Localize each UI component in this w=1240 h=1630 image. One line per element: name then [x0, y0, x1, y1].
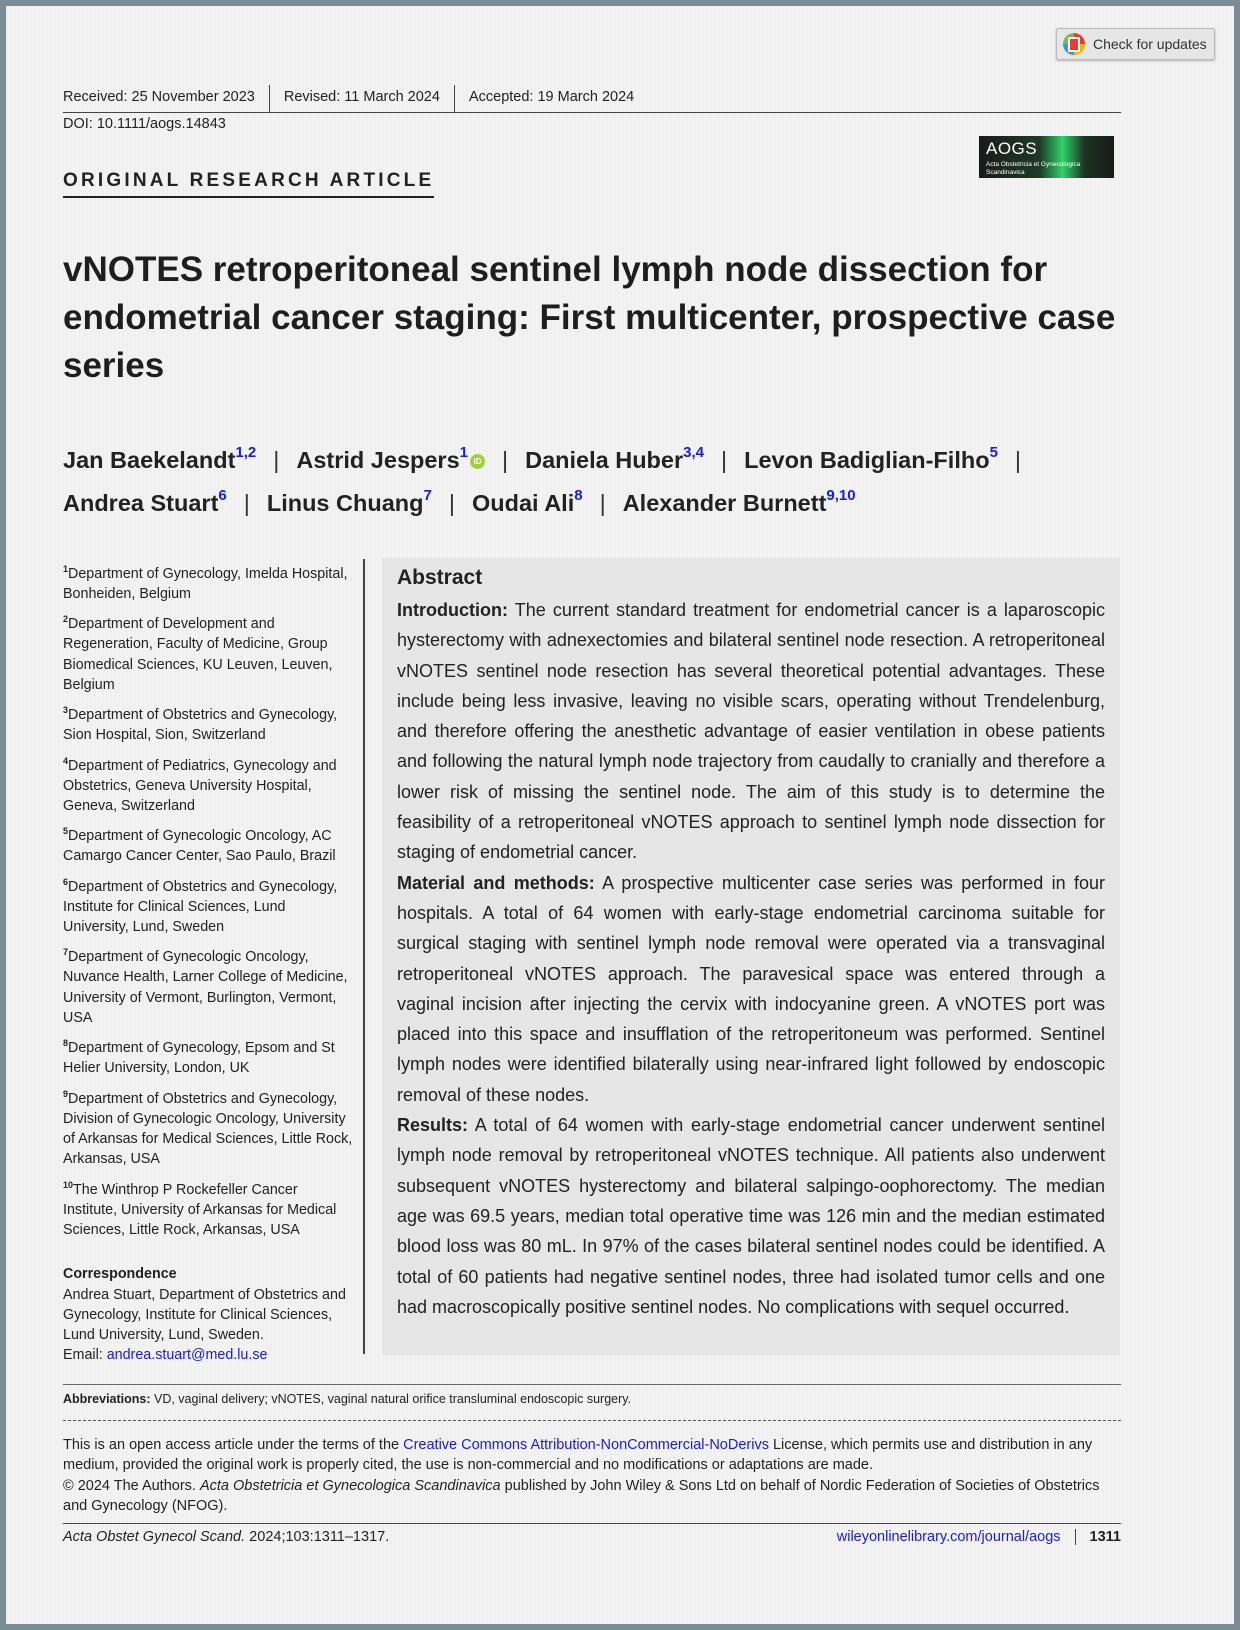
check-for-updates-label: Check for updates	[1093, 36, 1207, 52]
correspondence-text: Andrea Stuart, Department of Obstetrics and Gynecology, Institute for Clinical Sciences, Lund University, Lund, Sweden.	[63, 1286, 346, 1344]
affiliation: $^3$Department of Obstetrics and Gynecology, Sion Hospital, Sion, Switzerland	[63, 705, 338, 744]
correspondence	[63, 1264, 353, 1365]
abstract-box	[382, 558, 1120, 1355]
license-notice: This is an open access article under the terms of the Creative Commons Attribution-NonCommercial-NoDerivs License, which permits use and distribution in any medium, provided the original work is properly cited, the use is non-commercial and no modifications or adaptations are made. © 2024 The Authors. Acta Obstetricia et Gynecologica Scandinavica published by John Wiley & Sons Ltd on behalf of Nordic Federation of Societies of Obstetrics and Gynecology (NFOG).	[63, 1435, 1121, 1516]
affiliation: $^{10}$The Winthrop P Rockefeller Cancer Institute, University of Arkansas for Medical Sciences, Little Rock, Arkansas, USA	[63, 1179, 337, 1238]
author[interactable]: Linus Chuang$^7$	[266, 486, 432, 516]
author[interactable]: Andrea Stuart$^6$	[63, 486, 227, 516]
affiliation: $^9$Department of Obstetrics and Gynecology, Division of Gynecologic Oncology, University of Arkansas for Medical Sciences, Little Rock, Arkansas, USA	[63, 1088, 353, 1168]
abstract-methods: Material and methods: A prospective multicenter case series was performed in four hospitals. A total of 64 women with early-stage endometrial carcinoma suitable for surgical staging with sentinel lymph node removal were operated via a transvaginal retroperitoneal vNOTES approach. The paravesical space was entered through a vaginal incision after injecting the cervix with indocyanine green. A vNOTES port was placed into this space and insufflation of the retroperitoneum was performed. Sentinel lymph nodes were identified bilaterally using near-infrared light followed by endoscopic removal of these nodes.	[397, 872, 1106, 1105]
affiliation: $^1$Department of Gynecology, Imelda Hospital, Bonheiden, Belgium	[63, 564, 348, 603]
author[interactable]: Alexander Burnett$^{9,10}$	[622, 486, 856, 516]
author[interactable]: Oudai Ali$^8$	[471, 486, 583, 516]
article-dates	[63, 85, 1121, 113]
affiliation: $^7$Department of Gynecologic Oncology, Nuvance Health, Larner College of Medicine, University of Vermont, Burlington, Vermont, USA	[63, 947, 348, 1026]
affiliation: $^4$Department of Pediatrics, Gynecology and Obstetrics, Geneva University Hospital, Geneva, Switzerland	[63, 755, 337, 815]
received-date: Received: 25 November 2023	[63, 89, 255, 105]
column-divider	[363, 559, 365, 1354]
citation: Acta Obstet Gynecol Scand. 2024;103:1311–1317.	[63, 1529, 390, 1545]
author[interactable]: Astrid Jespers$^1$iD	[296, 447, 485, 473]
affiliations	[63, 559, 353, 1366]
author[interactable]: Levon Badiglian-Filho$^5$	[744, 444, 998, 473]
article-title: vNOTES retroperitoneal sentinel lymph node dissection for endometrial cancer staging: First multicenter, prospective case series	[63, 250, 1116, 385]
license-link[interactable]: Creative Commons Attribution-NonCommercial-NoDerivs	[403, 1437, 769, 1453]
logo-main-text: AOGS	[986, 139, 1038, 158]
email-label: Email:	[63, 1347, 107, 1364]
affiliation: $^8$Department of Gynecology, Epsom and St Helier University, London, UK	[63, 1038, 335, 1077]
copyright: © 2024 The Authors. Acta Obstetricia et Gynecologica Scandinavica published by John Wiley & Sons Ltd on behalf of Nordic Federation of Societies of Obstetrics and Gynecology (NFOG).	[63, 1477, 1100, 1514]
affiliation: $^5$Department of Gynecologic Oncology, AC Camargo Cancer Center, Sao Paulo, Brazil	[63, 826, 336, 865]
affiliation: $^2$Department of Development and Regeneration, Faculty of Medicine, Group Biomedical Sciences, KU Leuven, Leuven, Belgium	[63, 614, 333, 694]
bookmark-icon	[1063, 33, 1085, 55]
article-type: ORIGINAL RESEARCH ARTICLE	[63, 170, 434, 198]
email-link[interactable]: andrea.stuart@med.lu.se	[106, 1347, 268, 1364]
page-number: 1311	[1075, 1529, 1121, 1545]
revised-date: Revised: 11 March 2024	[269, 85, 454, 112]
page-footer	[63, 1523, 1121, 1545]
affiliation: $^6$Department of Obstetrics and Gynecology, Institute for Clinical Sciences, Lund University, Lund, Sweden	[63, 876, 338, 936]
author[interactable]: Jan Baekelandt$^{1,2}$	[63, 444, 257, 473]
orcid-icon[interactable]: iD	[470, 454, 485, 469]
page	[6, 6, 1234, 1624]
abstract-introduction: Introduction: The current standard treatment for endometrial cancer is a laparoscopic hysterectomy with adnexectomies and bilateral sentinel node resection. A retroperitoneal vNOTES sentinel node resection has several theoretical potential advantages. These include being less invasive, leaving no visible scars, operating without Trendelenburg, and therefore offering the anesthetic advantage of easier ventilation in obese patients and following the natural lymph node trajectory from caudally to cranially and therefore a lower risk of missing the sentinel node. The aim of this study is to determine the feasibility of a retroperitoneal vNOTES approach to sentinel lymph node dissection for staging of endometrial cancer.	[397, 600, 1105, 863]
correspondence-heading: Correspondence	[63, 1266, 177, 1283]
accepted-date: Accepted: 19 March 2024	[454, 85, 648, 112]
logo-sub-text: Acta Obstetricia et Gynecologica Scandinavica	[986, 161, 1081, 176]
doi: DOI: 10.1111/aogs.14843	[63, 116, 226, 132]
abbreviations: Abbreviations: VD, vaginal delivery; vNOTES, vaginal natural orifice transluminal endoscopic surgery.	[63, 1384, 1121, 1421]
abstract-heading: Abstract	[397, 566, 483, 589]
journal-logo	[979, 136, 1114, 178]
author[interactable]: Daniela Huber$^{3,4}$	[525, 444, 704, 473]
check-for-updates-button[interactable]	[1056, 28, 1215, 60]
abstract-results: Results: A total of 64 women with early-stage endometrial cancer underwent sentinel lymph node removal by retroperitoneal vNOTES technique. All patients also underwent subsequent vNOTES hysterectomy and bilateral salpingo-oophorectomy. The median age was 69.5 years, median total operative time was 126 min and the median estimated blood loss was 80 mL. In 97% of the cases bilateral sentinel nodes could be identified. A total of 60 patients had negative sentinel nodes, three had isolated tumor cells and one had macroscopically positive sentinel nodes. No complications with sequel occurred.	[397, 1115, 1105, 1317]
journal-url-link[interactable]: wileyonlinelibrary.com/journal/aogs	[836, 1529, 1061, 1545]
author-list: Jan Baekelandt$^{1,2}$ | Astrid Jespers$^1$iD | Daniela Huber$^{3,4}$ | Levon Badiglian-Filho$^5$ | Andrea Stuart$^6$ | Linus Chuang$^7$ | Oudai Ali$^8$ | Alexander Burnett$^{9,10}$	[63, 444, 1022, 516]
